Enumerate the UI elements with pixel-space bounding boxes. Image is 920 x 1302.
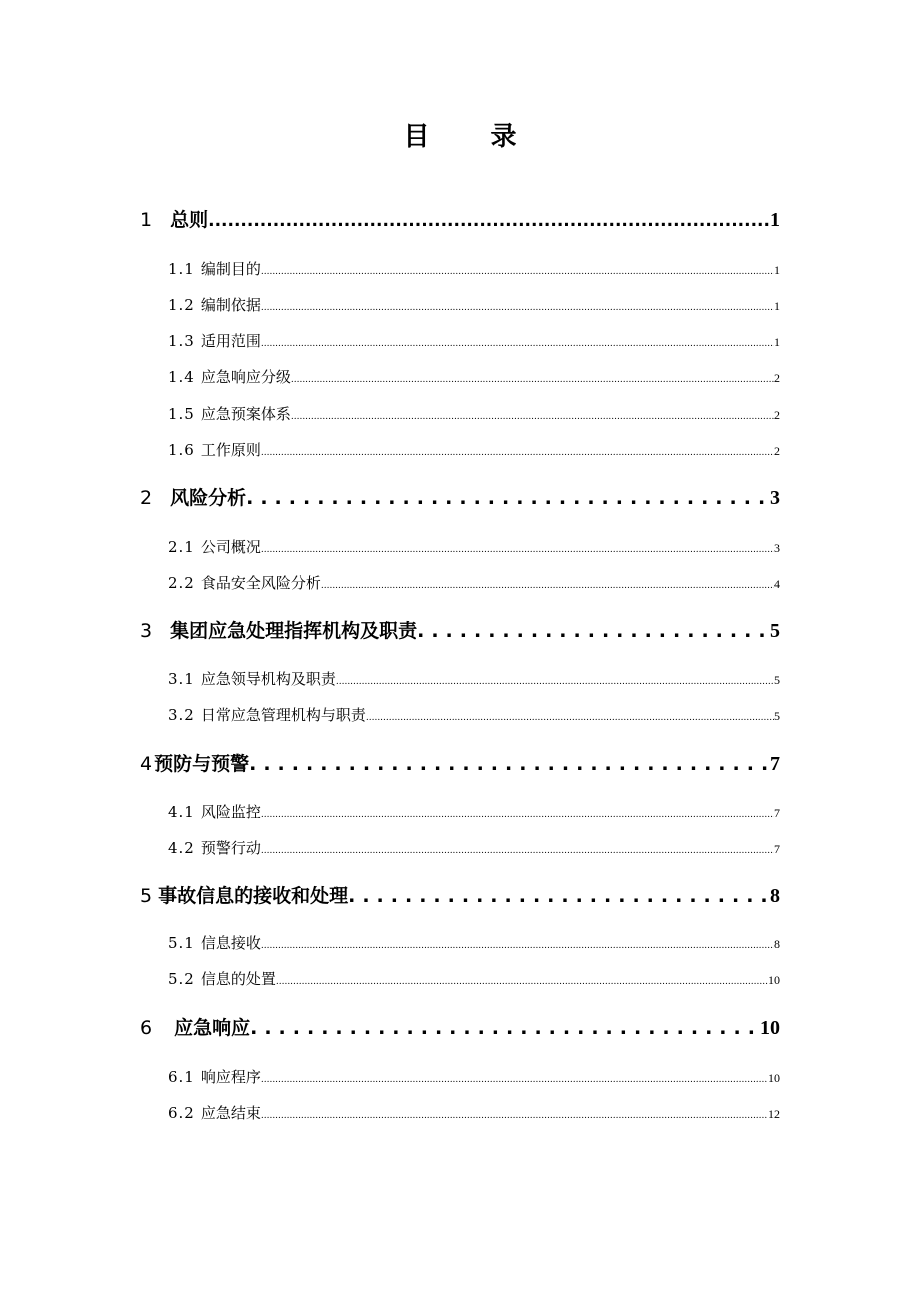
toc-chapter-4[interactable]	[140, 750, 780, 778]
toc-number: 4.2	[168, 839, 195, 857]
toc-label: 编制目的	[200, 260, 261, 278]
toc-leader-dots	[261, 297, 774, 319]
toc-leader-dots	[291, 369, 774, 391]
toc-label: 食品安全风险分析	[200, 574, 321, 592]
toc-label: 适用范围	[200, 332, 261, 350]
toc-number: 3.1	[168, 670, 195, 688]
toc-page-number: 2	[774, 444, 780, 458]
toc-number: 4	[140, 753, 153, 775]
toc-page-number: 10	[768, 1071, 780, 1085]
toc-label: 响应程序	[200, 1068, 261, 1086]
toc-number: 6.2	[168, 1104, 195, 1122]
toc-number: 1.1	[168, 260, 195, 278]
toc-page-number: 4	[774, 577, 780, 591]
toc-section-3-1[interactable]	[168, 668, 780, 690]
toc-label: 集团应急处理指挥机构及职责	[170, 620, 418, 642]
toc-leader-dots	[348, 882, 770, 910]
toc-chapter-5[interactable]	[140, 882, 780, 910]
toc-section-4-1[interactable]	[168, 801, 780, 823]
toc-number: 2	[140, 487, 153, 509]
toc-number: 3.2	[168, 706, 195, 724]
toc-leader-dots	[250, 1014, 760, 1042]
toc-label: 信息接收	[200, 934, 261, 952]
toc-section-3-2[interactable]	[168, 704, 780, 726]
toc-number: 5.2	[168, 970, 195, 988]
toc-leader-dots	[276, 971, 768, 993]
toc-leader-dots	[336, 671, 774, 693]
toc-leader-dots	[261, 333, 774, 355]
toc-leader-dots	[246, 484, 770, 512]
toc-leader-dots	[249, 750, 770, 778]
toc-page-number: 1	[774, 335, 780, 349]
toc-chapter-6[interactable]	[140, 1014, 780, 1042]
toc-section-6-1[interactable]	[168, 1066, 780, 1088]
toc-number: 1.4	[168, 368, 195, 386]
toc-label: 风险分析	[170, 487, 247, 509]
toc-section-1-2[interactable]	[168, 294, 780, 316]
toc-page-number: 1	[774, 263, 780, 277]
toc-section-1-1[interactable]	[168, 258, 780, 280]
toc-number: 1.6	[168, 441, 195, 459]
toc-leader-dots	[261, 1069, 768, 1091]
toc-number: 4.1	[168, 803, 195, 821]
toc-number: 6	[140, 1017, 153, 1039]
toc-number: 1.5	[168, 405, 195, 423]
toc-page-number: 7	[774, 806, 780, 820]
toc-section-2-1[interactable]	[168, 536, 780, 558]
toc-page-number: 1	[774, 299, 780, 313]
toc-page-number: 10	[760, 1017, 780, 1039]
toc-page-number: 5	[770, 620, 780, 642]
toc-leader-dots	[417, 617, 770, 645]
toc-leader-dots	[261, 804, 774, 826]
toc-page-number: 5	[774, 673, 780, 687]
toc-page-number: 3	[774, 541, 780, 555]
toc-section-1-6[interactable]	[168, 439, 780, 461]
toc-section-1-3[interactable]	[168, 330, 780, 352]
toc-page-number: 2	[774, 371, 780, 385]
toc-number: 2.1	[168, 538, 195, 556]
toc-number: 1	[140, 209, 153, 231]
toc-label: 总则	[170, 209, 209, 231]
toc-label: 应急预案体系	[200, 405, 291, 423]
toc-label: 预警行动	[200, 839, 261, 857]
toc-leader-dots	[366, 707, 774, 729]
toc-leader-dots	[208, 207, 770, 235]
toc-number: 6.1	[168, 1068, 195, 1086]
toc-section-2-2[interactable]	[168, 572, 780, 594]
toc-number: 5.1	[168, 934, 195, 952]
toc-label: 风险监控	[200, 803, 261, 821]
toc-label: 编制依据	[200, 296, 261, 314]
toc-label: 应急响应分级	[200, 368, 291, 386]
toc-section-5-2[interactable]	[168, 968, 780, 990]
toc-leader-dots	[261, 442, 774, 464]
toc-label: 公司概况	[200, 538, 261, 556]
toc-chapter-2[interactable]	[140, 484, 780, 512]
toc-label: 预防与预警	[154, 753, 250, 775]
toc-leader-dots	[291, 406, 774, 428]
toc-label: 应急结束	[200, 1104, 261, 1122]
toc-label: 信息的处置	[200, 970, 276, 988]
toc-page-number: 7	[774, 842, 780, 856]
toc-label: 应急响应	[174, 1017, 251, 1039]
toc-page-number: 1	[770, 209, 780, 231]
toc-section-5-1[interactable]	[168, 932, 780, 954]
toc-leader-dots	[261, 261, 774, 283]
toc-page-number: 12	[768, 1107, 780, 1121]
toc-page-number: 2	[774, 408, 780, 422]
toc-label: 日常应急管理机构与职责	[200, 706, 366, 724]
toc-number: 5	[140, 885, 153, 907]
toc-number: 1.3	[168, 332, 195, 350]
toc-chapter-3[interactable]	[140, 617, 780, 645]
toc-page-number: 10	[768, 973, 780, 987]
toc-number: 3	[140, 620, 153, 642]
toc-leader-dots	[261, 935, 774, 957]
toc-section-1-5[interactable]	[168, 403, 780, 425]
toc-page-number: 5	[774, 709, 780, 723]
toc-page-number: 7	[770, 753, 780, 775]
toc-section-4-2[interactable]	[168, 837, 780, 859]
toc-label: 事故信息的接收和处理	[158, 885, 349, 907]
toc-page-number: 8	[770, 885, 780, 907]
page-title: 目 录	[403, 122, 543, 152]
toc-leader-dots	[261, 539, 774, 561]
toc-section-1-4[interactable]	[168, 366, 780, 388]
toc-page-number: 8	[774, 937, 780, 951]
toc-leader-dots	[261, 1105, 768, 1127]
toc-number: 1.2	[168, 296, 195, 314]
toc-chapter-1[interactable]	[140, 206, 780, 234]
toc-leader-dots	[321, 575, 774, 597]
toc-leader-dots	[261, 840, 774, 862]
toc-section-6-2[interactable]	[168, 1102, 780, 1124]
toc-number: 2.2	[168, 574, 195, 592]
toc-page-number: 3	[770, 487, 780, 509]
toc-label: 工作原则	[200, 441, 261, 459]
toc-label: 应急领导机构及职责	[200, 670, 336, 688]
